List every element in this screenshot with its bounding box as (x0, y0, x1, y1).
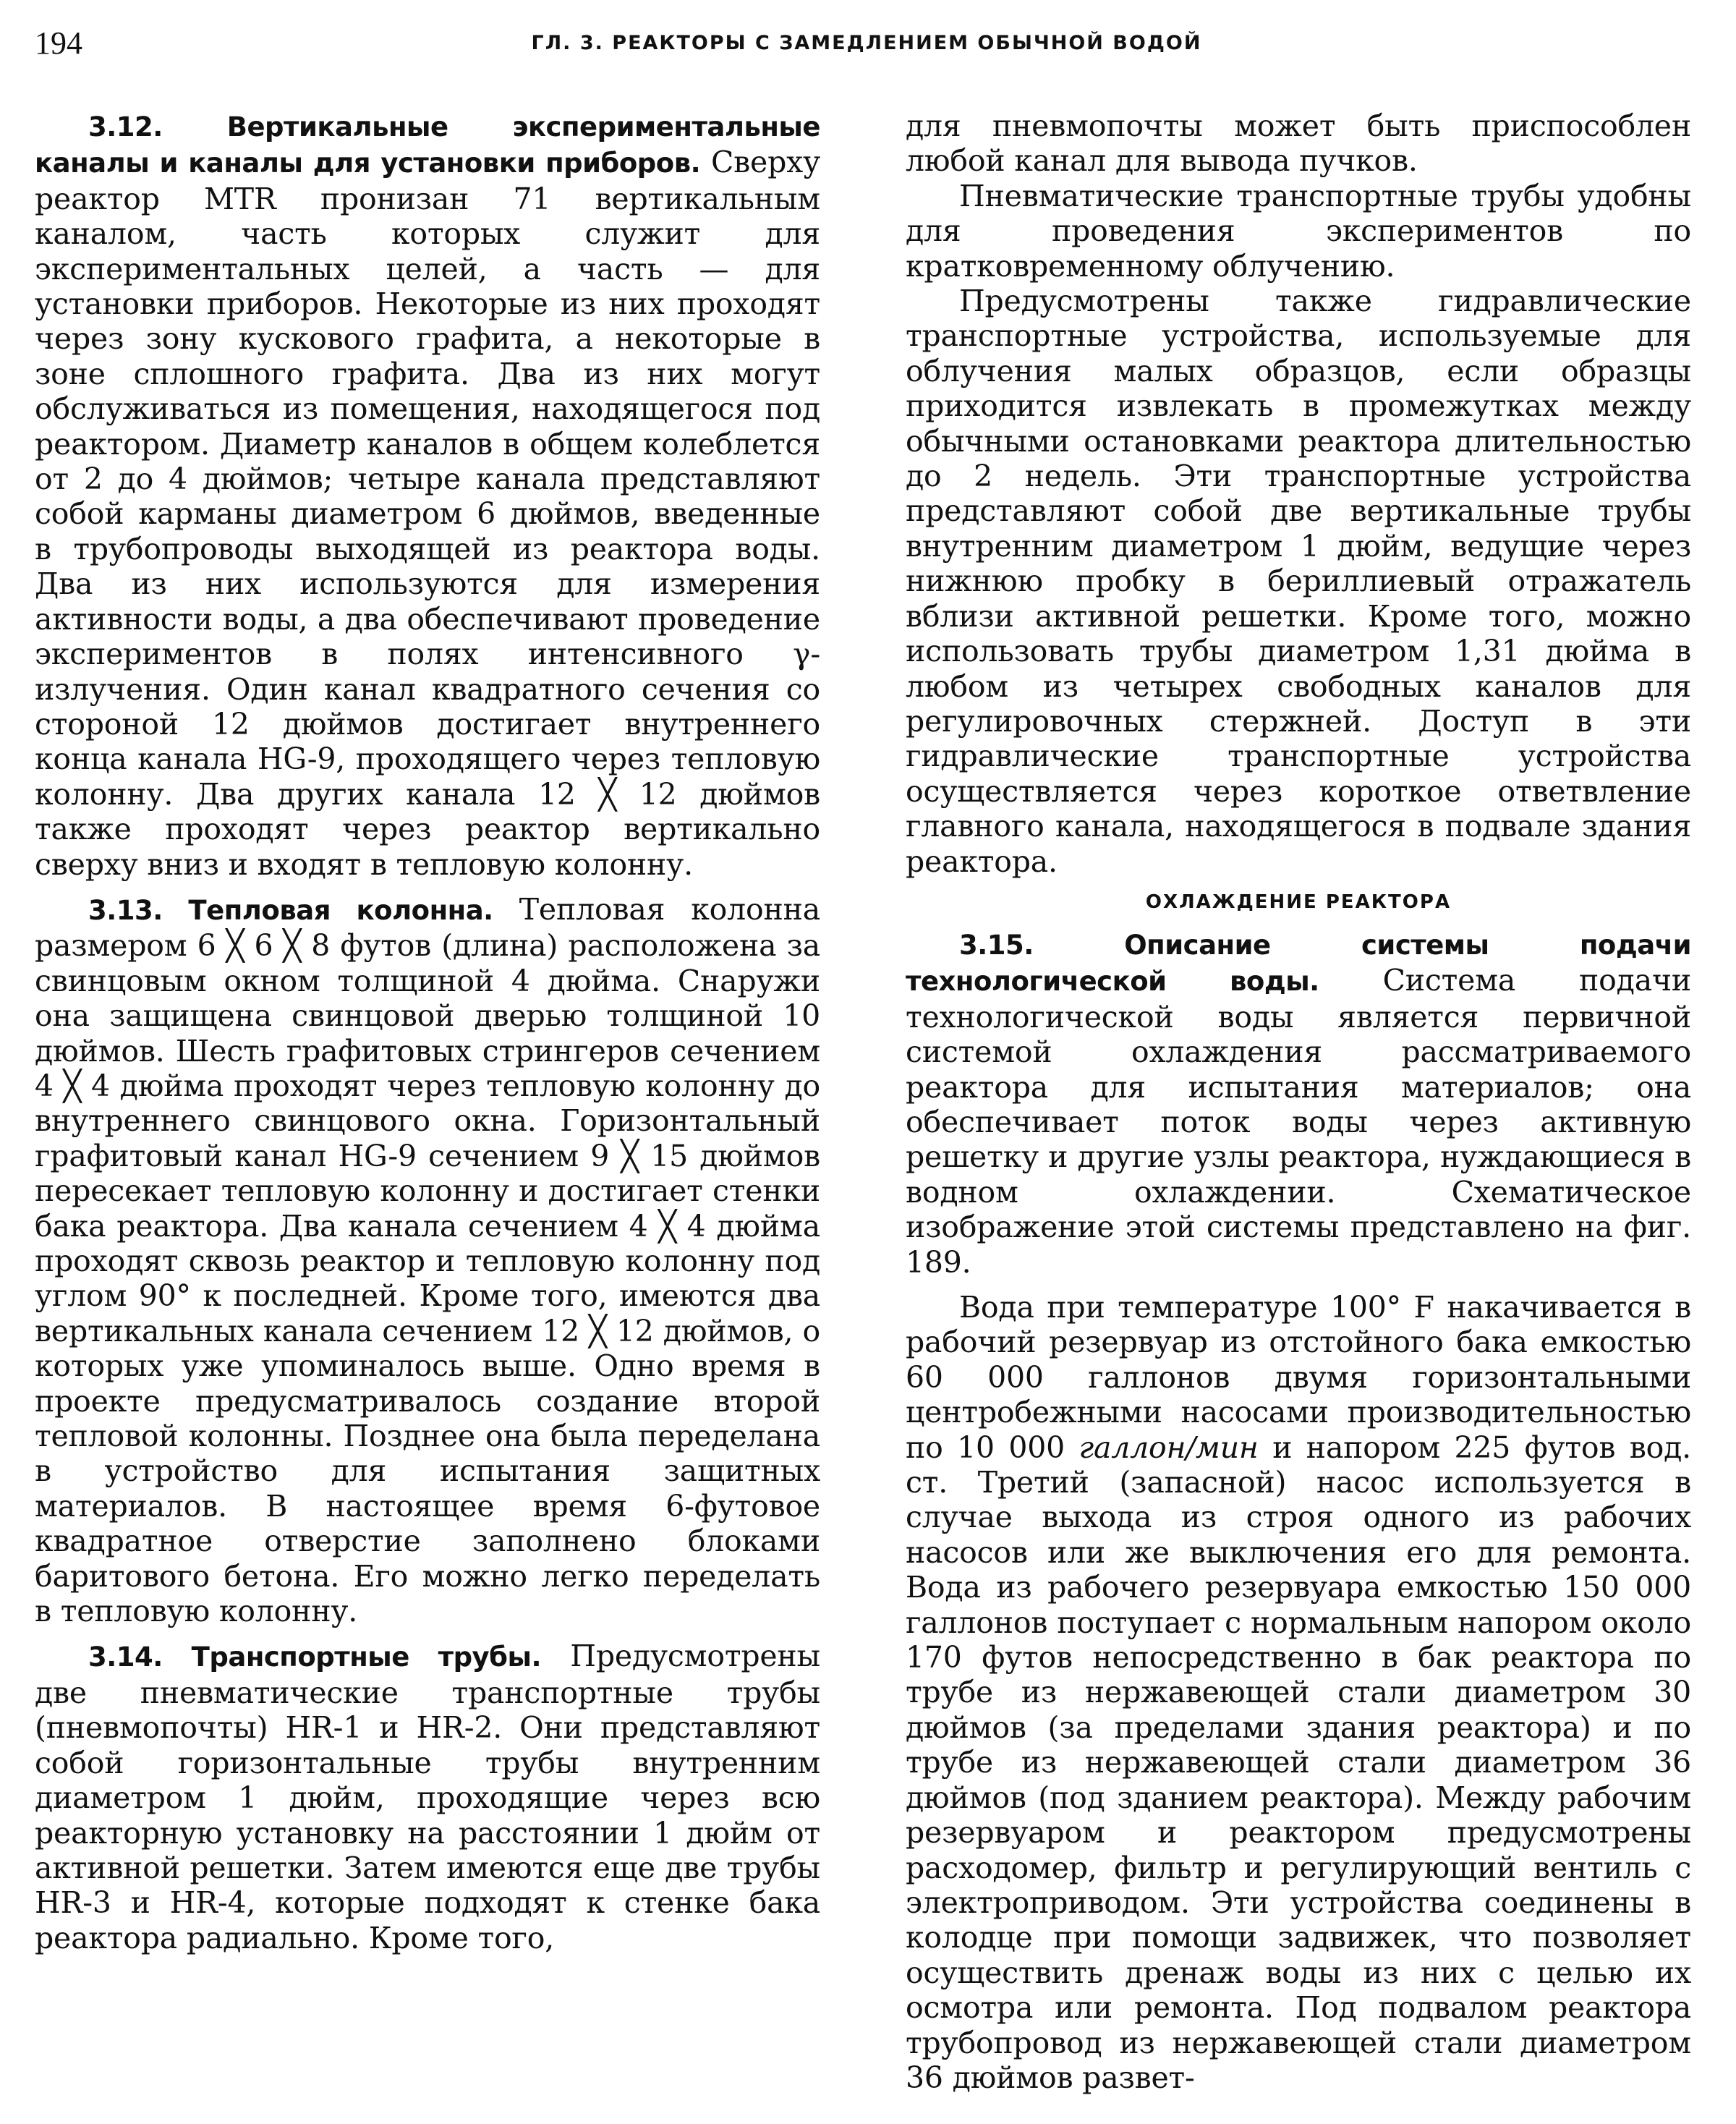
section-3-12 (35, 109, 820, 882)
section-3-12-title: 3.12. Вертикальные экспериментальные каналы и каналы для установки приборов. (35, 111, 820, 179)
section-3-13-title: 3.13. Тепловая колонна. (88, 894, 493, 926)
paragraph-process-water (906, 1290, 1691, 2095)
section-3-14-continuation: для пневмопочты может быть приспособлен любой канал для вывода пучков. (906, 109, 1691, 179)
paragraph-pneumatic-tubes: Пневматические транспортные трубы удобны для проведения экспериментов по кратковременному облучению. (906, 178, 1691, 284)
process-water-text-part-1: Вода при температуре 100° F накачивается в рабочий резервуар из отстойного бака емкостью 60 000 галлонов двумя горизонтальными центробежными насосами производительностью по 10 000 (906, 1290, 1691, 1465)
section-3-15-title: 3.15. Описание системы подачи технологической воды. (906, 929, 1691, 998)
section-title-reactor-cooling: ОХЛАЖДЕНИЕ РЕАКТОРА (1145, 891, 1452, 913)
left-column (35, 109, 820, 1955)
page-number: 194 (35, 25, 82, 61)
section-3-15-text: Система подачи технологической воды является первичной системой охлаждения рассматриваемого реактора для испытания материалов; она обеспечивает поток воды через активную решетку и другие узлы реактора, нуждающиеся в водном охлаждении. Схематическое изображение этой системы представлено на фиг. 189. (906, 963, 1691, 1280)
page-header (35, 25, 1698, 68)
section-3-14 (35, 1639, 820, 1955)
section-3-15 (906, 927, 1691, 1280)
paragraph-hydraulic-devices: Предусмотрены также гидравлические транспортные устройства, используемые для облучения малых образцов, если образцы приходится извлекать в промежутках между обычными остановками реактора длительностью до 2 недель. Эти транспортные устройства представляют собой две вертикальные трубы внутренним диаметром 1 дюйм, ведущие через нижнюю пробку в бериллиевый отражатель вблизи активной решетки. Кроме того, можно использовать трубы диаметром 1,31 дюйма в любом из четырех свободных каналов для регулировочных стержней. Доступ в эти гидравлические транспортные устройства осуществляется через короткое ответвление главного канала, находящегося в подвале здания реактора. (906, 284, 1691, 879)
section-3-12-text: Сверху реактор MTR пронизан 71 вертикальным каналом, часть которых служит для экспериментальных целей, а часть — для установки приборов. Некоторые из них проходят через зону кускового графита, а некоторые в зоне сплошного графита. Два из них могут обслуживаться из помещения, находящегося под реактором. Диаметр каналов в общем колеблется от 2 до 4 дюймов; четыре канала представляют собой карманы диаметром 6 дюймов, введенные в трубопроводы выходящей из реактора воды. Два из них используются для измерения активности воды, а два обеспечивают проведение экспериментов в полях интенсивного γ-излучения. Один канал квадратного сечения со стороной 12 дюймов достигает внутреннего конца канала HG-9, проходящего через тепловую колонну. Два других канала 12 ╳ 12 дюймов также проходят через реактор вертикально сверху вниз и входят в тепловую колонну. (35, 145, 820, 882)
section-3-14-text: Предусмотрены две пневматические транспортные трубы (пневмопочты) HR-1 и HR-2. Они представляют собой горизонтальные трубы внутренним диаметром 1 дюйм, проходящие через всю реакторную установку на расстоянии 1 дюйм от активной решетки. Затем имеются еще две трубы HR-3 и HR-4, которые подходят к стенке бака реактора радиально. Кроме того, (35, 1639, 820, 1955)
flow-rate-unit: галлон/мин (1078, 1430, 1259, 1465)
right-column (906, 109, 1691, 2095)
process-water-text-part-2: и напором 225 футов вод. ст. Третий (запасной) насос используется в случае выхода из строя одного из рабочих насосов или же выключения его для ремонта. Вода из рабочего резервуара емкостью 150 000 галлонов поступает с нормальным напором около 170 футов непосредственно в бак реактора по трубе из нержавеющей стали диаметром 30 дюймов (за пределами здания реактора) и по трубе из нержавеющей стали диаметром 36 дюймов (под зданием реактора). Между рабочим резервуаром и реактором предусмотрены расходомер, фильтр и регулирующий вентиль с электроприводом. Эти устройства соединены в колодце при помощи задвижек, что позволяет осуществить дренаж воды из них с целью их осмотра или ремонта. Под подвалом реактора трубопровод из нержавеющей стали диаметром 36 дюймов развет- (906, 1430, 1691, 2095)
running-head: ГЛ. 3. РЕАКТОРЫ С ЗАМЕДЛЕНИЕМ ОБЫЧНОЙ ВОДОЙ (531, 32, 1202, 54)
section-3-14-title: 3.14. Транспортные трубы. (88, 1641, 542, 1673)
section-3-13 (35, 892, 820, 1629)
section-3-13-text: Тепловая колонна размером 6 ╳ 6 ╳ 8 футов (длина) расположена за свинцовым окном толщиной 4 дюйма. Снаружи она защищена свинцовой дверью толщиной 10 дюймов. Шесть графитовых стрингеров сечением 4 ╳ 4 дюйма проходят через тепловую колонну до внутреннего свинцового окна. Горизонтальный графитовый канал HG-9 сечением 9 ╳ 15 дюймов пересекает тепловую колонну и достигает стенки бака реактора. Два канала сечением 4 ╳ 4 дюйма проходят сквозь реактор и тепловую колонну под углом 90° к последней. Кроме того, имеются два вертикальных канала сечением 12 ╳ 12 дюймов, о которых уже упоминалось выше. Одно время в проекте предусматривалось создание второй тепловой колонны. Позднее она была переделана в устройство для испытания защитных материалов. В настоящее время 6-футовое квадратное отверстие заполнено блоками баритового бетона. Его можно легко переделать в тепловую колонну. (35, 891, 820, 1629)
